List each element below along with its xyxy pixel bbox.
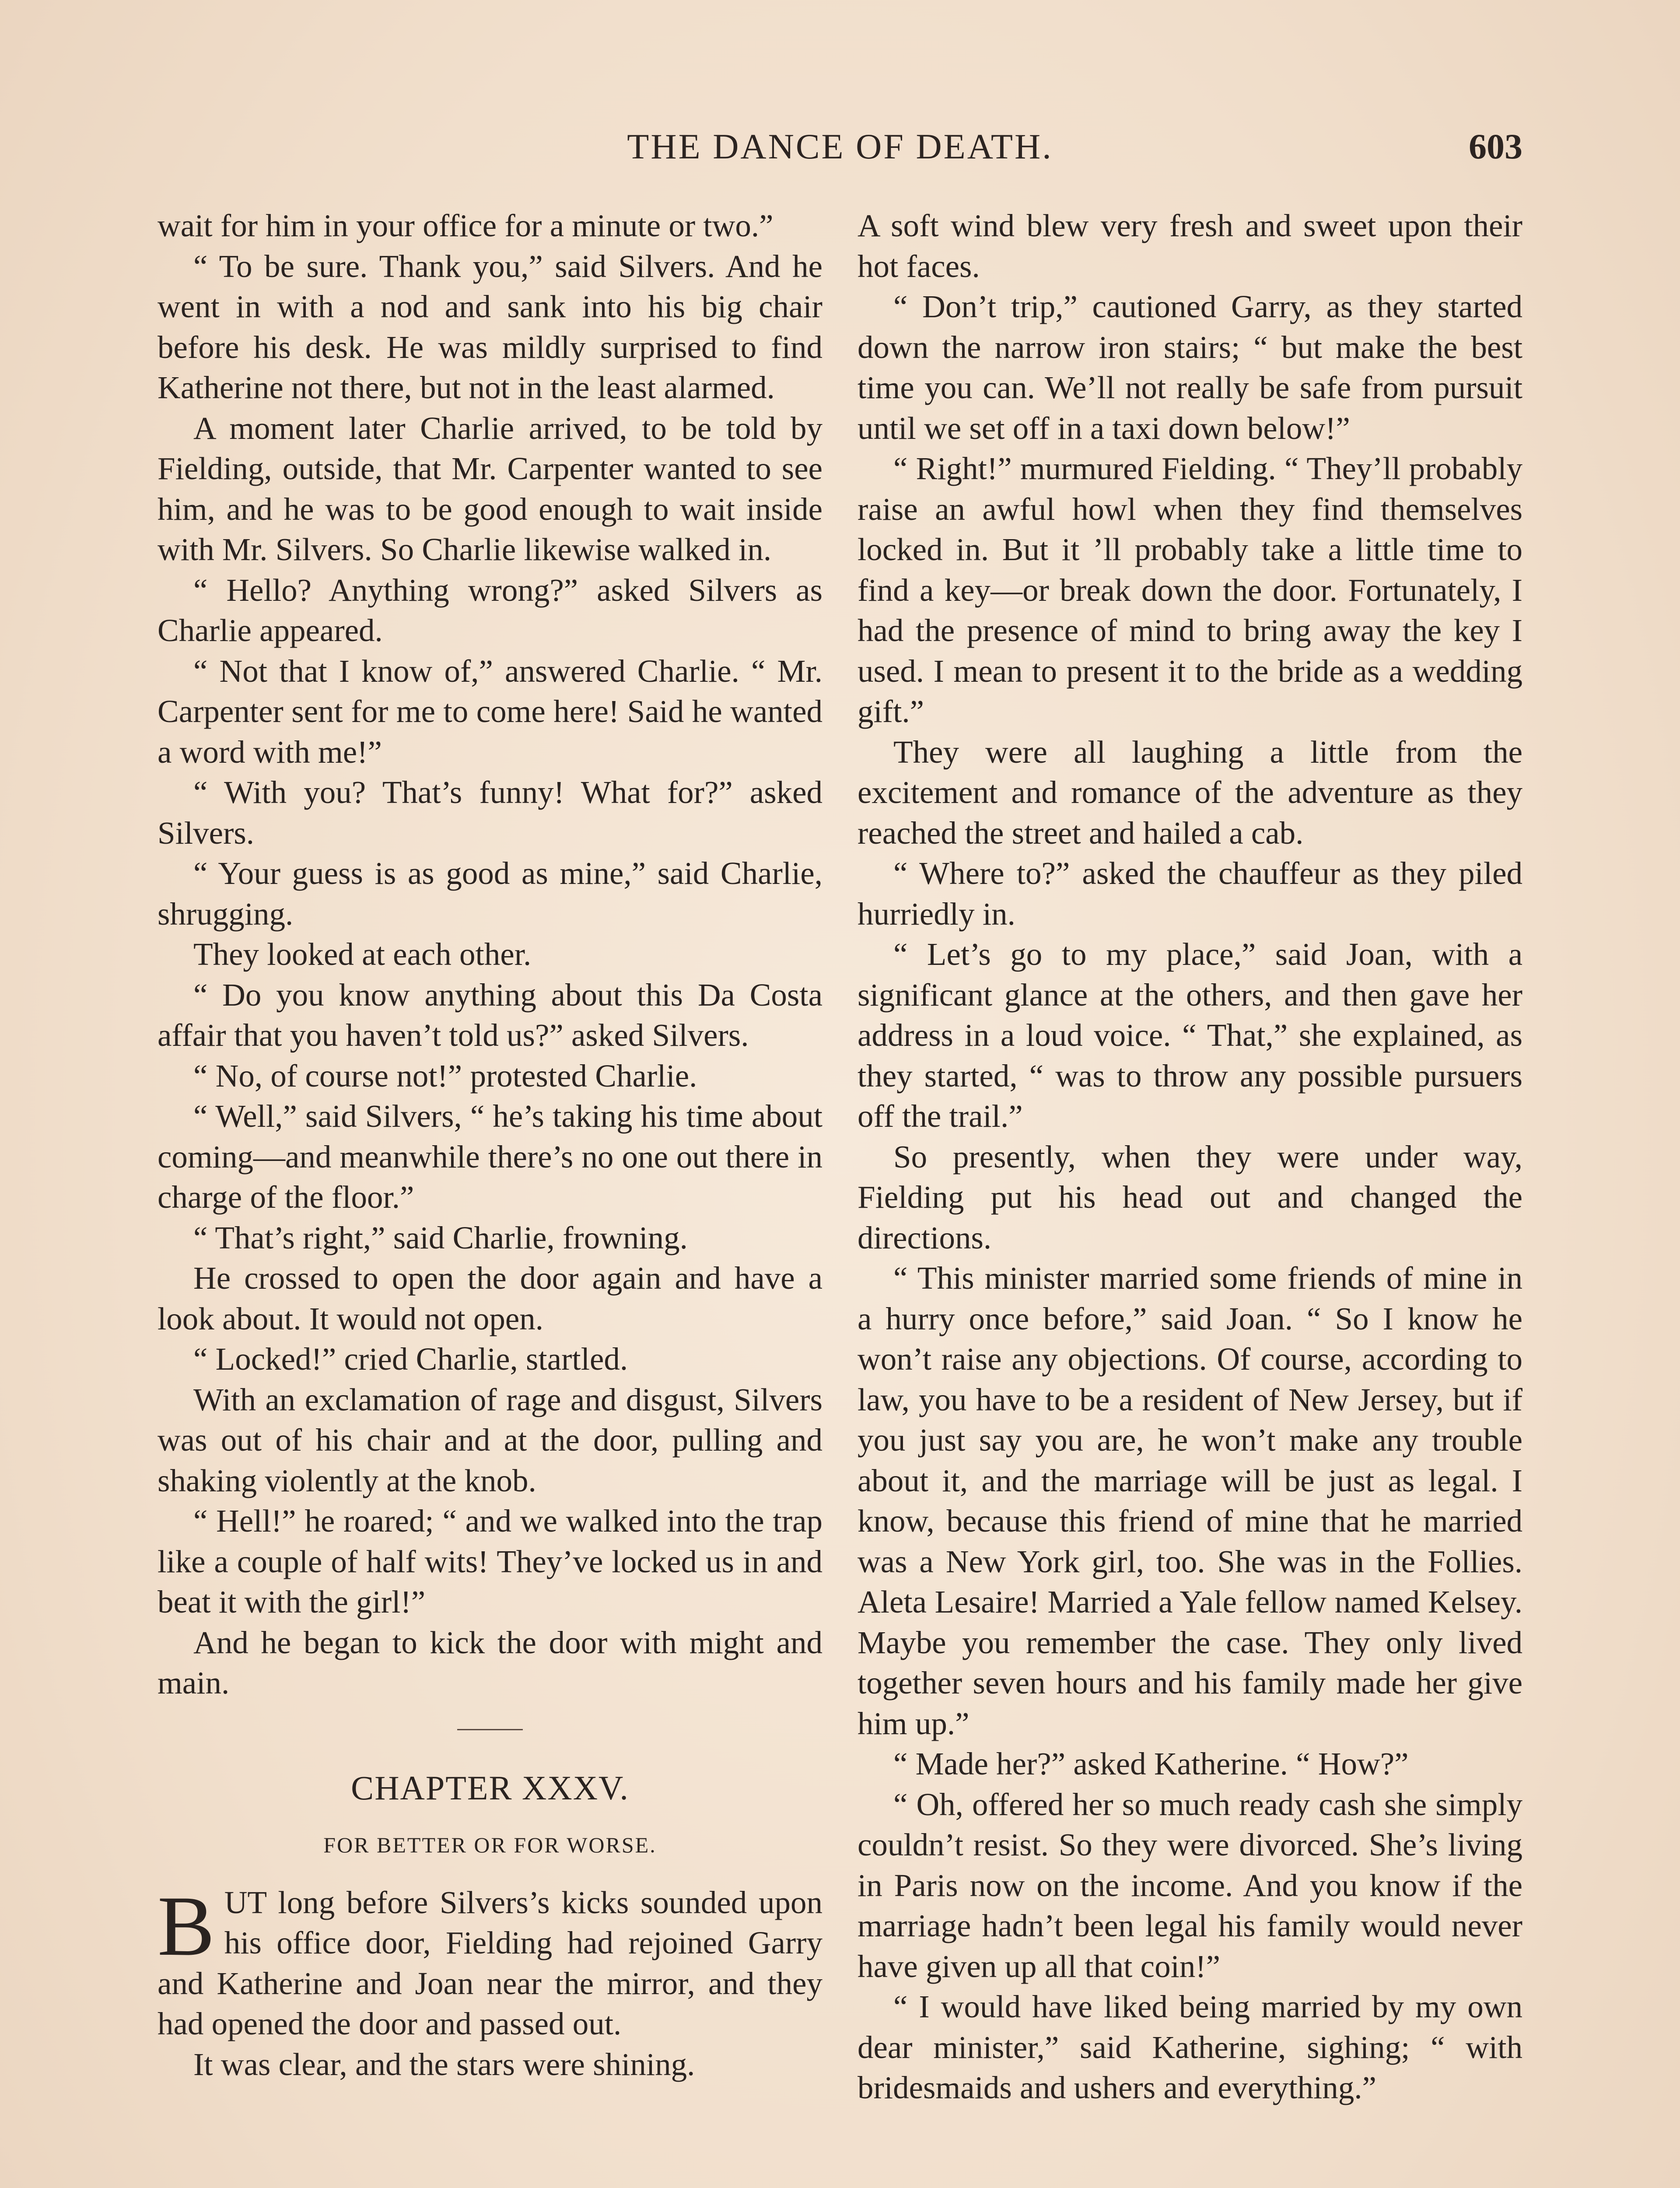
chapter-title: CHAPTER XXXV. [351,1768,629,1807]
paragraph: “ To be sure. Thank you,” said Silvers. And he went in with a nod and sank into his big chair before his desk. He was mildly surprised to find Katherine not there, but not in the least alarmed. [158,248,822,405]
paragraph: “ Locked!” cried Charlie, startled. [193,1341,628,1377]
paragraph: “ Well,” said Silvers, “ he’s taking his time about coming—and meanwhile there’s no one out there in charge of the floor.” [158,1098,822,1215]
paragraph: So presently, when they were under way, Fielding put his head out and changed the directions. [858,1139,1522,1255]
section-divider [457,1729,523,1730]
paragraph: “ That’s right,” said Charlie, frowning. [193,1220,688,1255]
paragraph: “ Made her?” asked Katherine. “ How?” [893,1746,1409,1781]
chapter-subtitle: FOR BETTER OR FOR WORSE. [323,1832,657,1857]
paragraph: “ Not that I know of,” answered Charlie. “ Mr. Carpenter sent for me to come here! Said he wanted a word with me!” [158,653,822,770]
paragraph: He crossed to open the door again and have a look about. It would not open. [158,1260,822,1336]
paragraph: “ Hello? Anything wrong?” asked Silvers as Charlie appeared. [158,572,822,648]
paragraph: “ I would have liked being married by my own dear minister,” said Katherine, sighing; “ with bridesmaids and ushers and everything.” [858,1989,1522,2105]
opening-paragraph [158,1878,822,2044]
paragraph: “ Your guess is as good as mine,” said Charlie, shrugging. [158,856,822,932]
paragraph: “ Oh, offered her so much ready cash she simply couldn’t resist. So they were divorced. She’s living in Paris now on the income. And you know if the marriage hadn’t been legal his family would never have given up all that coin!” [858,1786,1522,1984]
paragraph: It was clear, and the stars were shining. [193,2046,695,2082]
paragraph: “ This minister married some friends of mine in a hurry once before,” said Joan. “ So I know he won’t raise any objections. Of course, according to law, you have to be a resident of New Jersey, but if you just say you are, he won’t make any trouble about it, and the marriage will be just as legal. I know, because this friend of mine that he married was a New York girl, too. She was in the Follies. Aleta Lesaire! Married a Yale fellow named Kelsey. Maybe you remember the case. They only lived together seven hours and his family made her give him up.” [858,1260,1522,1741]
paragraph: They looked at each other. [193,936,532,972]
paragraph: “ Do you know anything about this Da Costa affair that you haven’t told us?” asked Silvers. [158,977,822,1053]
page-number: 603 [1469,126,1522,166]
paragraph: A soft wind blew very fresh and sweet upon their hot faces. [858,208,1522,284]
left-column [158,206,822,2188]
paragraph: “ Hell!” he roared; “ and we walked into the trap like a couple of half wits! They’ve locked us in and beat it with the girl!” [158,1503,822,1620]
paragraph: “ Where to?” asked the chauffeur as they piled hurriedly in. [858,856,1522,932]
right-column [858,206,1522,2188]
paragraph: “ Right!” murmured Fielding. “ They’ll probably raise an awful howl when they find themselves locked in. But it ’ll probably take a little time to find a key—or break down the door. Fortunately, I had the presence of mind to bring away the key I used. I mean to present it to the bride as a wedding gift.” [858,451,1522,729]
paragraph: And he began to kick the door with might and main. [158,1624,822,1701]
paragraph: With an exclamation of rage and disgust, Silvers was out of his chair and at the door, pulling and shaking violently at the knob. [158,1382,822,1498]
paragraph: “ No, of course not!” protested Charlie. [193,1058,697,1094]
paragraph: “ Don’t trip,” cautioned Garry, as they started down the narrow iron stairs; “ but make the best time you can. We’ll not really be safe from pursuit until we set off in a taxi down below!” [858,289,1522,446]
paragraph: “ Let’s go to my place,” said Joan, with a significant glance at the others, and then gave her address in a loud voice. “ That,” she explained, as they started, “ was to throw any possible pursuers off the trail.” [858,936,1522,1134]
opening-paragraph-text: UT long before Silvers’s kicks sounded upon his office door, Fielding had rejoined Garry and Katherine and Joan near the mirror, and they had opened the door and passed out. [158,1884,822,2041]
page-header [158,126,1522,174]
paragraph: A moment later Charlie arrived, to be told by Fielding, outside, that Mr. Carpenter wanted to see him, and he was to be good enough to wait inside with Mr. Silvers. So Charlie likewise walked in. [158,410,822,567]
running-title: THE DANCE OF DEATH. [627,126,1053,166]
paragraph: wait for him in your office for a minute or two.” [158,208,774,243]
paragraph: They were all laughing a little from the excitement and romance of the adventure as they reached the street and hailed a cab. [858,734,1522,851]
drop-cap: B [158,1878,215,1974]
paragraph: “ With you? That’s funny! What for?” asked Silvers. [158,775,822,851]
